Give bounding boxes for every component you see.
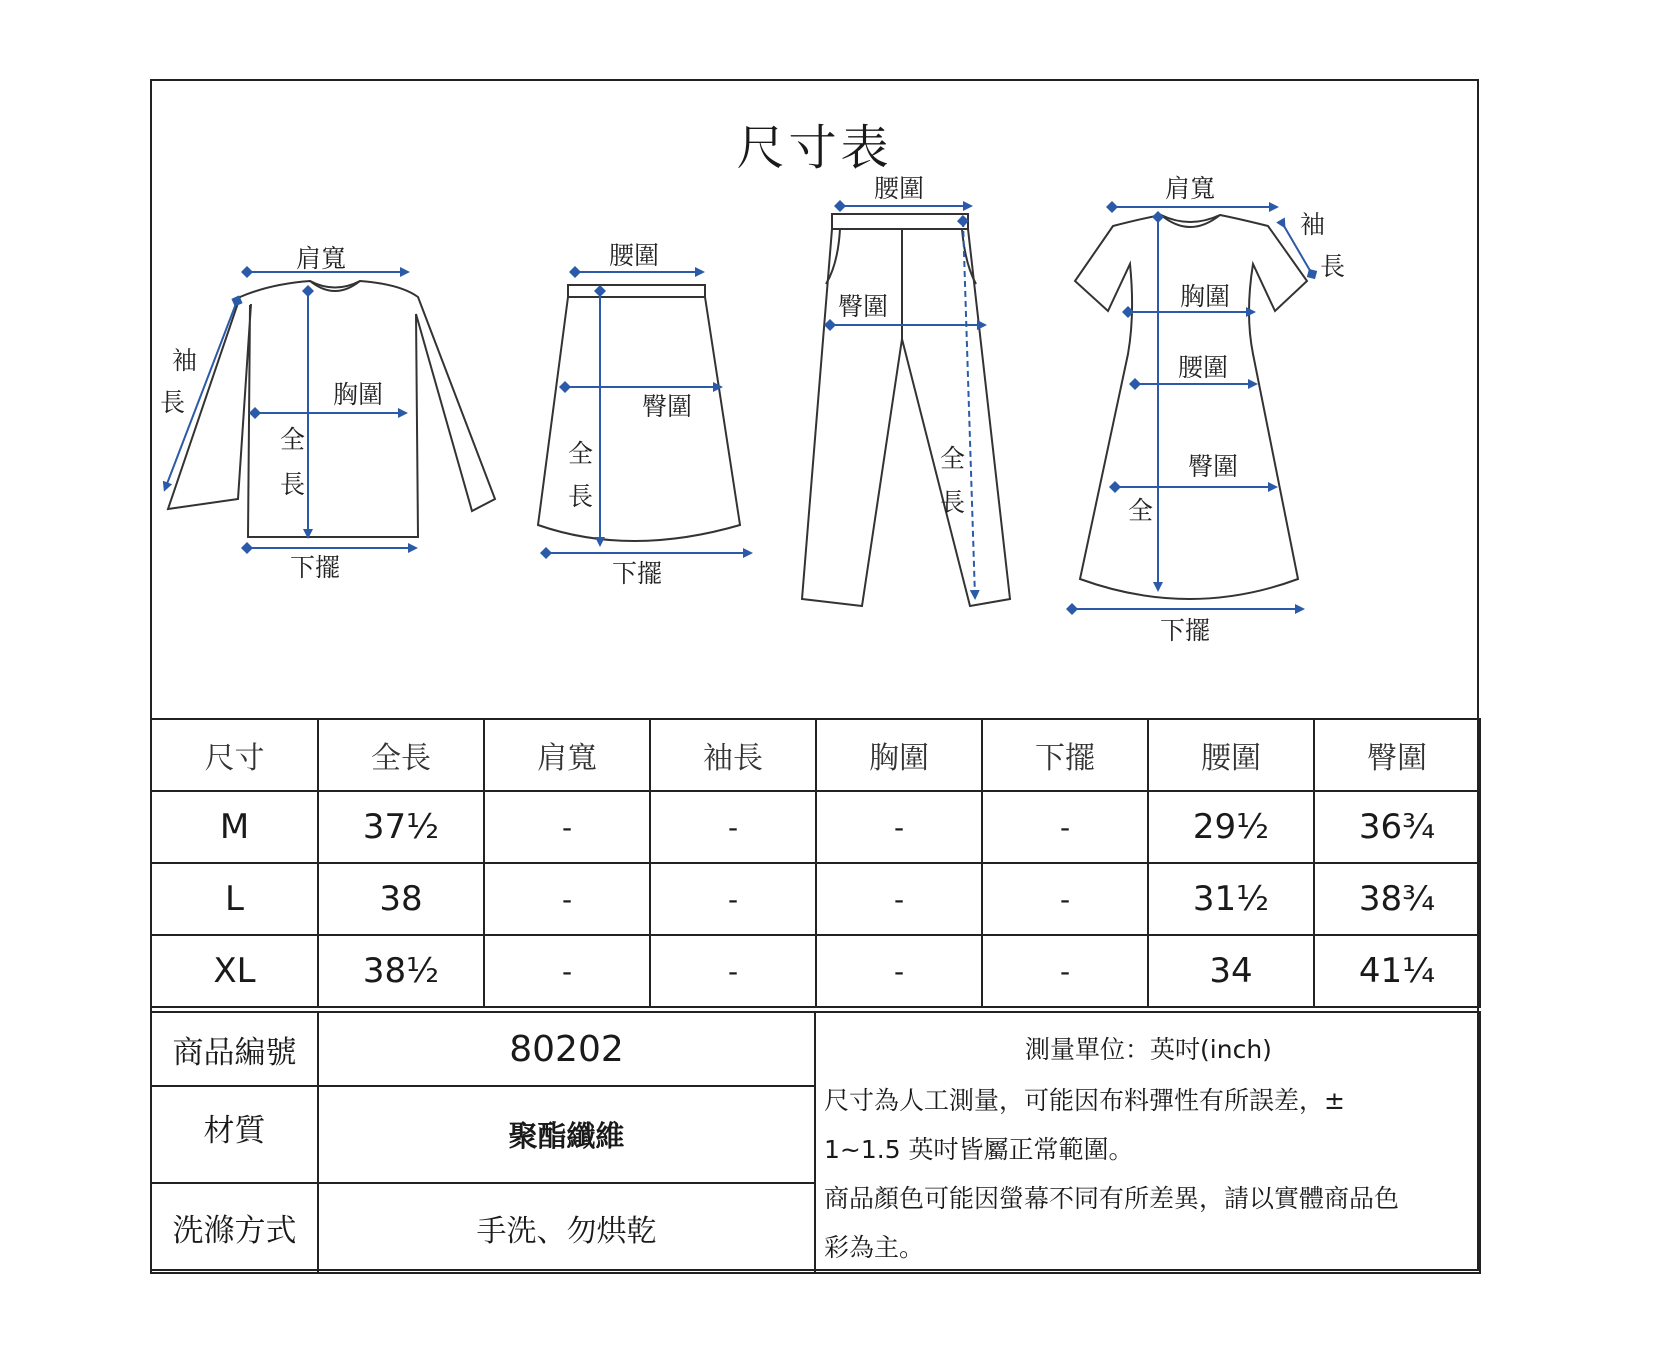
table-cell: 31½ — [1148, 863, 1314, 935]
table-cell: 38 — [318, 863, 484, 935]
product-info-table — [150, 1011, 1481, 1274]
table-cell: L — [151, 863, 318, 935]
dress-waist-label: 腰圍 — [1178, 353, 1229, 382]
table-cell: - — [484, 935, 650, 1007]
top-length-label-1: 全 — [280, 425, 306, 454]
skirt-hip-label: 臀圍 — [642, 392, 693, 421]
top-shoulder-label: 肩寬 — [296, 244, 347, 273]
top-sleeve-label-1: 袖 — [172, 346, 198, 375]
material-label: 材質 — [151, 1086, 318, 1182]
header-shoulder: 肩寬 — [484, 719, 650, 791]
header-sleeve: 袖長 — [650, 719, 816, 791]
measurement-notes — [815, 1012, 1480, 1273]
dress-length-label: 全 — [1128, 496, 1154, 525]
skirt-length-label-2: 長 — [568, 482, 594, 511]
product-code-label: 商品編號 — [151, 1012, 318, 1086]
skirt-hem-label: 下擺 — [612, 559, 663, 588]
table-cell: - — [982, 863, 1148, 935]
pants-length-label-2: 長 — [940, 488, 966, 517]
pants-hip-label: 臀圍 — [838, 292, 889, 321]
pants-waist-label: 腰圍 — [874, 174, 925, 203]
header-length: 全長 — [318, 719, 484, 791]
dress-sleeve-label-1: 袖 — [1300, 210, 1326, 239]
table-cell: - — [484, 863, 650, 935]
table-cell: - — [650, 791, 816, 863]
material-value: 聚酯纖維 — [318, 1086, 815, 1182]
table-cell: 34 — [1148, 935, 1314, 1007]
table-cell: 36¾ — [1314, 791, 1480, 863]
table-cell: - — [816, 863, 982, 935]
table-cell: - — [484, 791, 650, 863]
table-cell: - — [650, 863, 816, 935]
table-cell: 29½ — [1148, 791, 1314, 863]
pants-length-label-1: 全 — [940, 444, 966, 473]
table-cell: XL — [151, 935, 318, 1007]
note-line-4: 彩為主。 — [824, 1233, 925, 1262]
note-line-3: 商品顏色可能因螢幕不同有所差異，請以實體商品色 — [824, 1184, 1400, 1213]
table-cell: 38¾ — [1314, 863, 1480, 935]
table-row — [151, 863, 1480, 935]
dress-hip-label: 臀圍 — [1188, 452, 1239, 481]
table-cell: 38½ — [318, 935, 484, 1007]
header-waist: 腰圍 — [1148, 719, 1314, 791]
page-title: 尺寸表 — [736, 120, 893, 176]
wash-value: 手洗、勿烘乾 — [318, 1183, 815, 1273]
dress-hem-label: 下擺 — [1160, 616, 1211, 645]
table-cell: - — [816, 935, 982, 1007]
table-cell: - — [816, 791, 982, 863]
table-cell: 41¼ — [1314, 935, 1480, 1007]
table-row — [151, 791, 1480, 863]
unit-note: 測量單位：英吋(inch) — [1025, 1035, 1272, 1064]
table-header-row — [151, 719, 1480, 791]
table-cell: - — [650, 935, 816, 1007]
skirt-length-label-1: 全 — [568, 439, 594, 468]
table-cell: - — [982, 935, 1148, 1007]
dress-shoulder-label: 肩寬 — [1165, 174, 1216, 203]
table-cell: M — [151, 791, 318, 863]
note-line-1: 尺寸為人工測量，可能因布料彈性有所誤差，± — [824, 1086, 1345, 1115]
header-chest: 胸圍 — [816, 719, 982, 791]
header-hem: 下擺 — [982, 719, 1148, 791]
header-hip: 臀圍 — [1314, 719, 1480, 791]
note-line-2: 1~1.5 英吋皆屬正常範圍。 — [824, 1135, 1134, 1164]
top-length-label-2: 長 — [280, 470, 306, 499]
header-size: 尺寸 — [151, 719, 318, 791]
info-row-code — [151, 1012, 1480, 1086]
wash-label: 洗滌方式 — [151, 1183, 318, 1273]
top-hem-label: 下擺 — [290, 553, 341, 582]
skirt-waist-label: 腰圍 — [609, 241, 660, 270]
top-sleeve-label-2: 長 — [160, 388, 186, 417]
dress-chest-label: 胸圍 — [1180, 282, 1231, 311]
product-code-value: 80202 — [318, 1012, 815, 1086]
table-cell: - — [982, 791, 1148, 863]
table-row — [151, 935, 1480, 1007]
dress-sleeve-label-2: 長 — [1320, 252, 1346, 281]
table-cell: 37½ — [318, 791, 484, 863]
top-chest-label: 胸圍 — [333, 380, 384, 409]
size-table — [150, 718, 1481, 1008]
